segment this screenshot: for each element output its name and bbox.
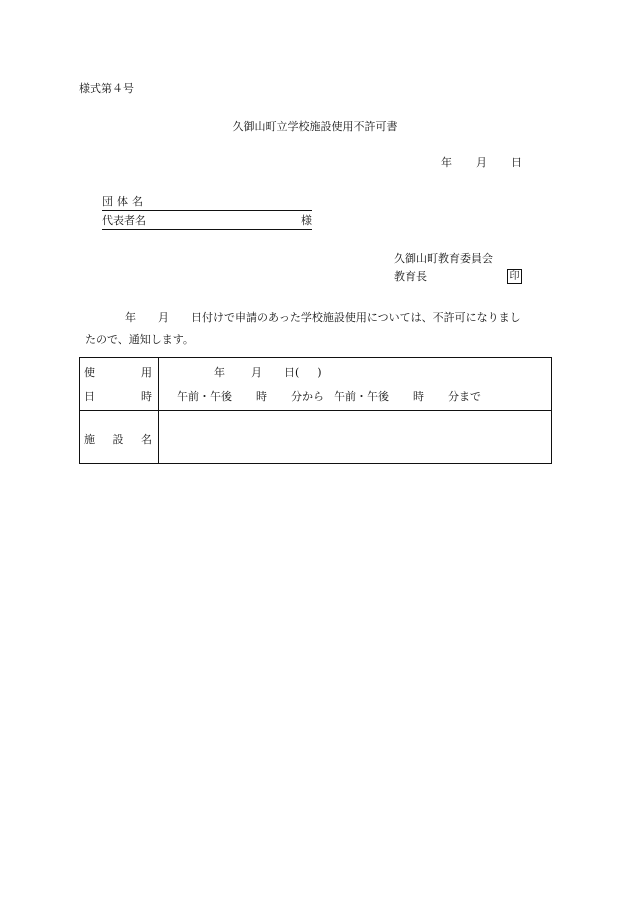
usage-time-line bbox=[177, 388, 481, 404]
start-ampm: 午前・午後 bbox=[177, 390, 232, 403]
label-char: 名 bbox=[141, 433, 152, 446]
label-char: 日 bbox=[84, 390, 95, 403]
label-char: 使 bbox=[84, 366, 95, 379]
representative-name-label: 代表者名 bbox=[102, 214, 146, 227]
usage-date-line bbox=[214, 364, 322, 380]
start-minute-label: 分から bbox=[291, 390, 324, 403]
end-ampm: 午前・午後 bbox=[334, 390, 389, 403]
body-year-label: 年 bbox=[125, 311, 136, 324]
date-month-label: 月 bbox=[476, 156, 487, 169]
facility-name-value-cell bbox=[159, 411, 552, 464]
seal-icon: 印 bbox=[507, 269, 522, 284]
label-char: 施 bbox=[84, 433, 95, 446]
group-name-label: 団体名 bbox=[102, 195, 147, 208]
start-hour-label: 時 bbox=[256, 390, 267, 403]
body-day-text: 日付けで申請のあった学校施設使用については、不許可になりまし bbox=[191, 311, 521, 324]
document-title: 久御山町立学校施設使用不許可書 bbox=[232, 120, 398, 133]
table-row-facility-name bbox=[80, 411, 552, 464]
notice-body-line-2: たので、通知します。 bbox=[85, 333, 194, 346]
end-hour-label: 時 bbox=[413, 390, 424, 403]
issuer-title: 教育長 bbox=[394, 270, 427, 283]
honorific-sama: 様 bbox=[301, 214, 312, 227]
usage-year-label: 年 bbox=[214, 366, 225, 379]
group-name-field bbox=[102, 195, 312, 211]
issuer-board: 久御山町教育委員会 bbox=[394, 252, 493, 265]
table-row-usage-datetime bbox=[80, 358, 552, 411]
notice-body-line-1 bbox=[125, 311, 521, 325]
usage-weekday-close: ) bbox=[317, 366, 322, 379]
label-char: 用 bbox=[141, 366, 152, 379]
date-year-label: 年 bbox=[441, 156, 452, 169]
usage-month-label: 月 bbox=[251, 366, 262, 379]
body-month-label: 月 bbox=[158, 311, 169, 324]
issue-date-line bbox=[441, 156, 522, 170]
facility-name-label-cell bbox=[80, 411, 159, 464]
representative-name-field bbox=[102, 214, 312, 230]
label-char: 時 bbox=[141, 390, 152, 403]
end-minute-label: 分まで bbox=[448, 390, 481, 403]
usage-details-table bbox=[79, 357, 552, 464]
date-day-label: 日 bbox=[511, 156, 522, 169]
label-char: 設 bbox=[112, 433, 124, 446]
usage-day-label: 日( bbox=[284, 366, 300, 379]
usage-datetime-label-cell bbox=[80, 358, 159, 411]
usage-datetime-value-cell bbox=[159, 358, 552, 411]
form-number: 様式第４号 bbox=[79, 82, 134, 95]
